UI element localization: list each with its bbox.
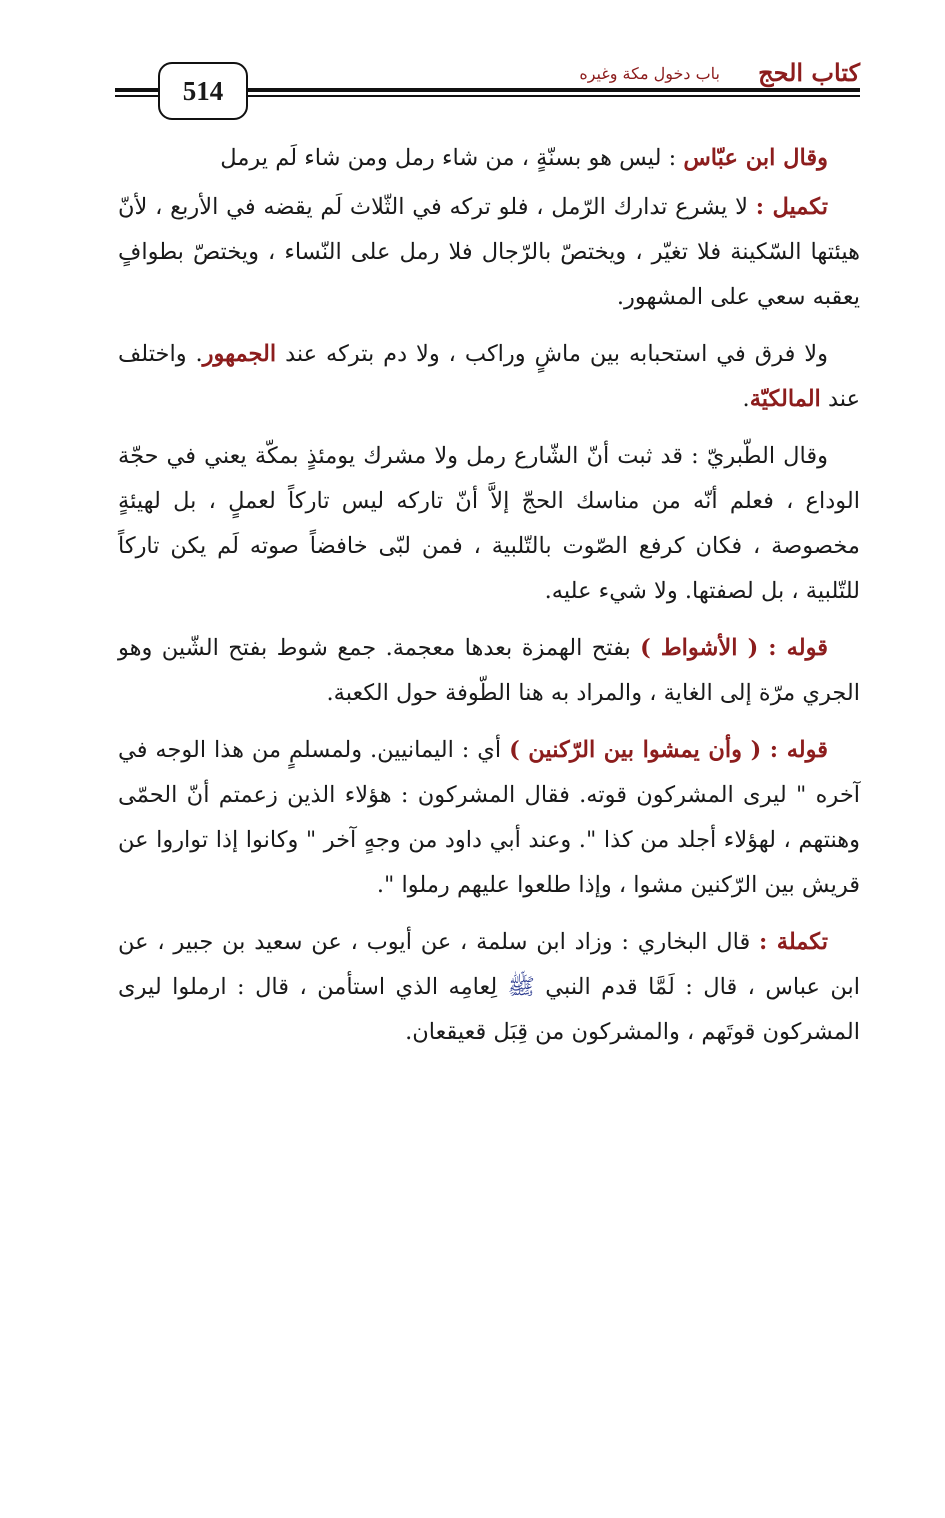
text-segment: : ليس هو بسنّةٍ ، من شاء رمل ومن شاء لَم يرمل (220, 145, 684, 171)
paragraph (118, 626, 860, 716)
text-segment: لِعامِه الذي استأمن ، قال : ارملوا ليرى المشركون قوتَهم ، والمشركون من قِبَل قعيقعان. (118, 974, 860, 1045)
paragraph (118, 136, 860, 181)
text-segment: بفتح الهمزة بعدها معجمة. جمع شوط بفتح الشّين وهو الجري مرّة إلى الغاية ، والمراد به هنا الطّوفة حول الكعبة. (118, 635, 860, 706)
text-segment: قوله : ( وأن يمشوا بين الرّكنين ) (509, 737, 828, 763)
main-text (118, 136, 860, 1067)
text-segment: تكميل : (755, 194, 828, 220)
page-header (115, 50, 860, 122)
text-segment: لا يشرع تدارك الرّمل ، فلو تركه في الثّلاث لَم يقضه في الأربع ، لأنّ هيئتها السّكينة فلا تغيّر ، ويختصّ بالرّجال فلا رمل على النّساء ، ويختصّ بطوافٍ يعقبه سعي على المشهور. (118, 194, 860, 310)
paragraph (118, 920, 860, 1055)
text-segment: . (742, 386, 750, 412)
page-number-box (158, 62, 248, 120)
text-segment: . واختلف عند (118, 341, 860, 412)
text-segment: وقال ابن عبّاس (683, 145, 828, 171)
text-segment: ولا فرق في استحبابه بين ماشٍ وراكب ، ولا دم بتركه عند (276, 341, 828, 367)
paragraph (118, 332, 860, 422)
text-segment: تكملة : (759, 929, 828, 955)
text-segment: أي : اليمانيين. ولمسلمٍ من هذا الوجه في آخره " ليرى المشركون قوته. فقال المشركون : هؤلاء الذين زعمتم أنّ الحمّى وهنتهم ، لهؤلاء أجلد من كذا ". وعند أبي داود من وجهٍ آخر " وكانوا إذا تواروا عن قريش بين الرّكنين مشوا ، وإذا طلعوا عليهم رملوا ". (118, 737, 860, 898)
text-segment: وقال الطّبريّ : قد ثبت أنّ الشّارع رمل ولا مشرك يومئذٍ بمكّة يعني في حجّة الوداع ، فعلم أنّه من مناسك الحجّ إلاَّ أنّ تاركه ليس تاركاً لعملٍ ، بل لهيئةٍ مخصوصة ، فكان كرفع الصّوت بالتّلبية ، فمن لبّى خافضاً صوته لَم يكن تاركاً للتّلبية ، بل لصفتها. ولا شيء عليه. (118, 443, 860, 604)
text-segment: المالكيّة (749, 386, 821, 412)
text-segment: قال البخاري : وزاد ابن سلمة ، عن أيوب ، عن سعيد بن جبير ، عن ابن عباس ، قال : لَمَّا قدم النبي (118, 929, 860, 1000)
paragraph (118, 434, 860, 614)
chapter-title: باب دخول مكة وغيره (579, 64, 720, 83)
text-segment: الجمهور (202, 341, 277, 367)
text-segment: قوله : ( الأشواط ) (640, 635, 828, 661)
page-number: 514 (182, 75, 224, 106)
book-title: كتاب الحج (758, 58, 860, 87)
paragraph (118, 728, 860, 908)
salutation-glyph: ﷺ (507, 974, 535, 1000)
paragraph (118, 185, 860, 320)
